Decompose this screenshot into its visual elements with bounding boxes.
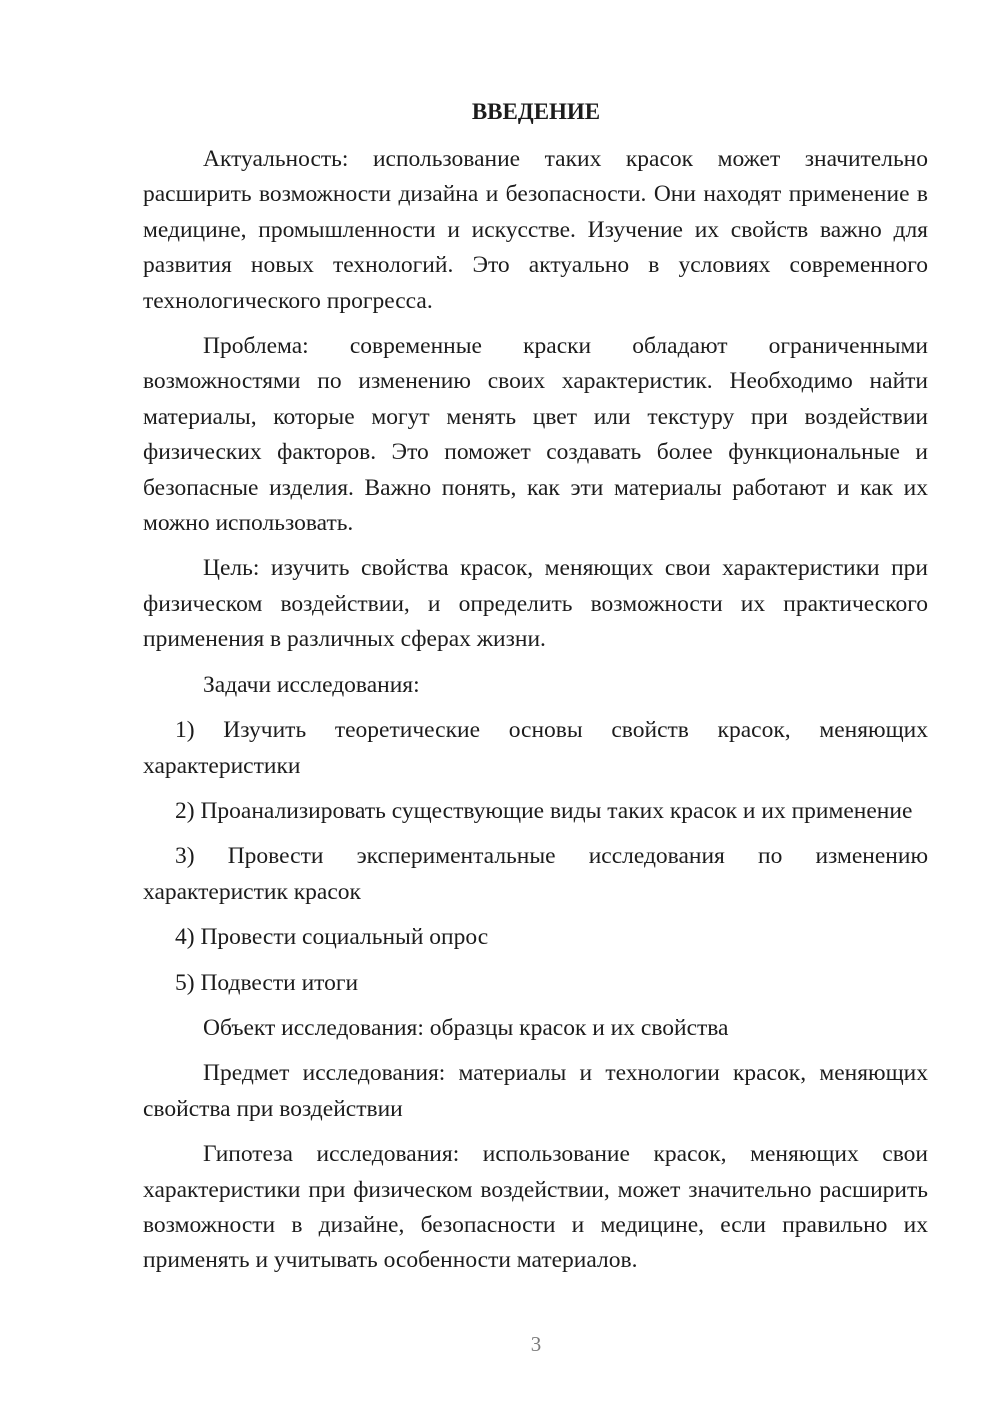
task-item-5: 5) Подвести итоги xyxy=(175,969,359,996)
relevance-paragraph: Актуальность: использование таких красок может значительно расширить возможности дизайна и безопасности. Они находят применение в медицине, промышленности и искусстве. Изучение их свойств важно для развития новых технологий. Это актуально в условиях современного технологического прогресса. xyxy=(143,146,928,314)
hypothesis-paragraph: Гипотеза исследования: использование красок, меняющих свои характеристики при физическом воздействии, может значительно расширить возможности в дизайне, безопасности и медицине, если правильно их применять и учитывать особенности материалов. xyxy=(143,1141,928,1274)
subject-paragraph: Предмет исследования: материалы и технологии красок, меняющих свойства при воздействии xyxy=(143,1060,928,1122)
goal-paragraph: Цель: изучить свойства красок, меняющих свои характеристики при физическом воздействии, и определить возможности их практического применения в различных сферах жизни. xyxy=(143,555,928,653)
problem-paragraph: Проблема: современные краски обладают ограниченными возможностями по изменению своих характеристик. Необходимо найти материалы, которые могут менять цвет или текстуру при воздействии физических факторов. Это поможет создавать более функциональные и безопасные изделия. Важно понять, как эти материалы работают и как их можно использовать. xyxy=(143,333,928,537)
task-item-2: 2) Проанализировать существующие виды таких красок и их применение xyxy=(175,797,913,824)
tasks-heading: Задачи исследования: xyxy=(203,671,420,698)
task-item-3: 3) Провести экспериментальные исследования по изменению характеристик красок xyxy=(143,843,928,905)
task-item-1: 1) Изучить теоретические основы свойств красок, меняющих характеристики xyxy=(143,717,928,779)
body-text xyxy=(143,142,928,1289)
page-number: 3 xyxy=(530,1332,542,1356)
object-paragraph: Объект исследования: образцы красок и их свойства xyxy=(203,1014,729,1041)
task-item-4: 4) Провести социальный опрос xyxy=(175,924,489,951)
section-heading: ВВЕДЕНИЕ xyxy=(471,99,601,124)
